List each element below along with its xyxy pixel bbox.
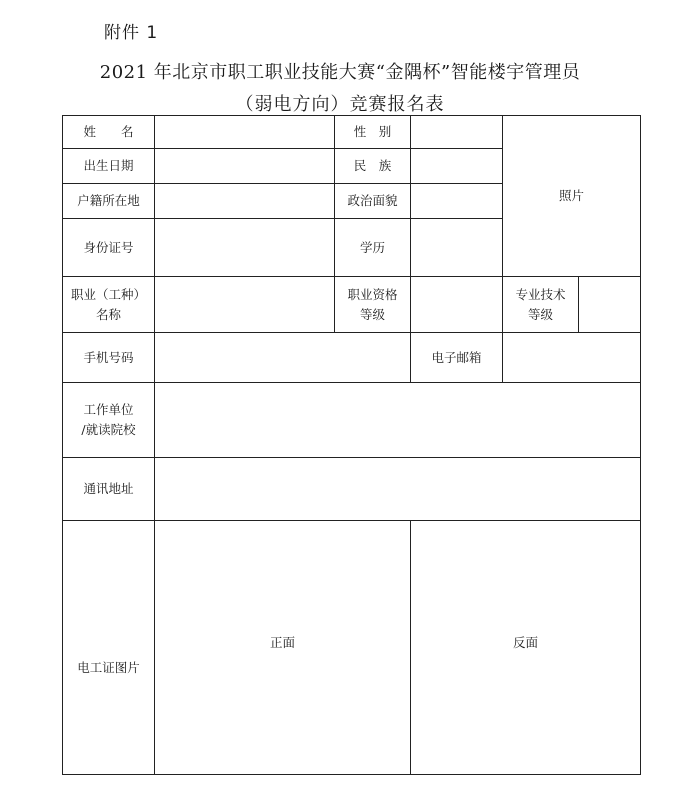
birth-date-field[interactable] [155,149,335,184]
qualification-label-line1: 职业资格 [347,286,398,302]
occupation-label [63,277,155,333]
id-number-field[interactable] [155,219,335,277]
occupation-label-line1: 职业（工种） [70,286,146,302]
political-status-label: 政治面貌 [335,184,411,219]
education-label: 学历 [335,219,411,277]
id-number-label: 身份证号 [63,219,155,277]
name-field[interactable] [155,116,335,149]
certificate-front-label: 正面 [269,635,295,650]
employer-label-line1: 工作单位 [83,402,134,417]
household-label: 户籍所在地 [63,184,155,219]
employer-label-line2: /就读院校 [81,422,136,437]
employer-label [63,383,155,458]
birth-date-label: 出生日期 [63,149,155,184]
qualification-label [335,277,411,333]
gender-label: 性 别 [335,116,411,149]
certificate-photo-label: 电工证图片 [63,521,155,775]
attachment-label: 附件 1 [104,23,159,43]
tech-title-label [503,277,579,333]
employer-field[interactable] [155,383,641,458]
qualification-label-line2: 等级 [359,306,385,322]
political-status-field[interactable] [411,184,503,219]
phone-field[interactable] [155,333,411,383]
certificate-back-label: 反面 [513,635,539,650]
occupation-label-line2: 名称 [95,306,121,322]
ethnicity-label: 民 族 [335,149,411,184]
tech-title-field[interactable] [579,277,641,333]
education-field[interactable] [411,219,503,277]
certificate-front-box[interactable] [155,521,411,775]
certificate-back-box[interactable] [411,521,641,775]
gender-field[interactable] [411,116,503,149]
tech-title-label-line2: 等级 [527,306,553,322]
address-label: 通讯地址 [63,458,155,521]
email-label: 电子邮箱 [411,333,503,383]
ethnicity-field[interactable] [411,149,503,184]
tech-title-label-line1: 专业技术 [515,286,566,302]
form-title-line2: （弱电方向）竞赛报名表 [235,94,445,115]
photo-box[interactable] [503,116,641,277]
qualification-field[interactable] [411,277,503,333]
form-title-line1: 2021 年北京市职工职业技能大赛“金隅杯”智能楼宇管理员 [99,62,581,83]
registration-form-table [62,115,641,775]
address-field[interactable] [155,458,641,521]
name-label: 姓 名 [63,116,155,149]
household-field[interactable] [155,184,335,219]
email-field[interactable] [503,333,641,383]
occupation-field[interactable] [155,277,335,333]
photo-label: 照片 [559,188,585,203]
phone-label: 手机号码 [63,333,155,383]
